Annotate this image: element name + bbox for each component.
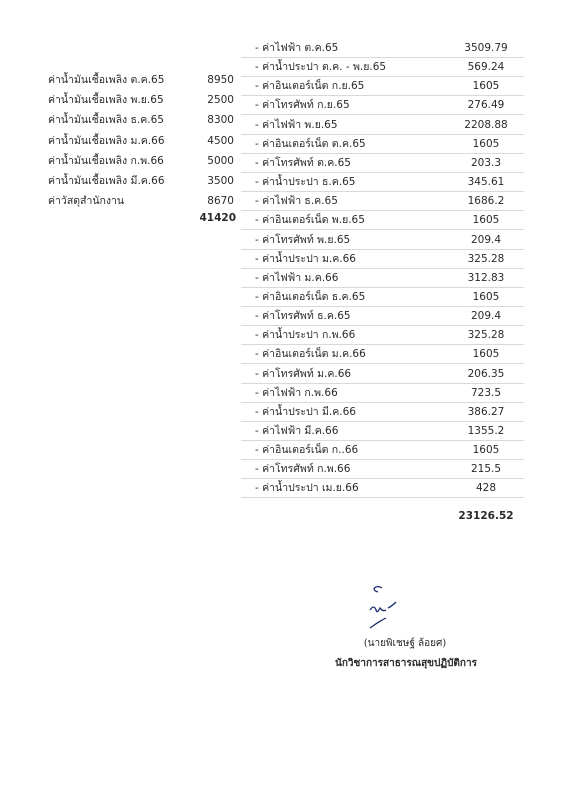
utility-expense-label: - ค่าอินเตอร์เน็ต ต.ค.65 (255, 137, 366, 150)
utility-expense-value: 1605 (472, 444, 500, 457)
row-separator (241, 95, 524, 96)
utility-expense-value: 203.3 (470, 156, 502, 169)
utility-expense-label: - ค่าไฟฟ้า ต.ค.65 (255, 42, 339, 54)
fuel-expense-value: 4500 (207, 134, 234, 147)
row-separator (241, 191, 524, 192)
utility-expense-value: 569.24 (467, 61, 505, 74)
utility-expense-value: 276.49 (467, 99, 505, 112)
row-separator (241, 249, 524, 250)
utility-expense-label: - ค่าอินเตอร์เน็ต ก..66 (255, 444, 359, 457)
row-separator (241, 210, 524, 211)
utility-expense-label: - ค่าอินเตอร์เน็ต ม.ค.66 (255, 348, 366, 361)
utility-expense-total: 23126.52 (458, 510, 514, 522)
utility-expense-value: 386.27 (467, 405, 505, 418)
fuel-expense-label: ค่าน้ำมันเชื้อเพลิง มี.ค.66 (48, 175, 165, 187)
utility-expense-label: - ค่าไฟฟ้า ก.พ.66 (255, 386, 338, 399)
fuel-expense-label: ค่าน้ำมันเชื้อเพลิง พ.ย.65 (48, 94, 164, 107)
utility-expense-value: 1686.2 (467, 195, 505, 208)
utility-expense-label: - ค่าน้ำประปา ม.ค.66 (255, 252, 356, 265)
row-separator (241, 229, 524, 230)
utility-expense-label: - ค่าน้ำประปา ธ.ค.65 (255, 176, 356, 189)
utility-expense-label: - ค่าโทรศัพท์ ก.ย.65 (255, 99, 350, 112)
fuel-expense-total: 41420 (199, 212, 236, 224)
signer-name: (นายพิเชษฐ์ ล้อยศ) (363, 638, 447, 649)
utility-expense-value: 1605 (472, 137, 500, 150)
row-separator (241, 459, 524, 460)
utility-expense-value: 345.61 (467, 176, 505, 189)
fuel-expense-label: ค่าน้ำมันเชื้อเพลิง ก.พ.66 (48, 154, 164, 167)
fuel-expense-value: 5000 (207, 154, 234, 167)
utility-expense-label: - ค่าโทรศัพท์ ธ.ค.65 (255, 310, 351, 323)
utility-expense-label: - ค่าน้ำประปา มี.ค.66 (255, 405, 356, 418)
utility-expense-label: - ค่าโทรศัพท์ ม.ค.66 (255, 367, 352, 380)
signer-title: นักวิชาการสาธารณสุขปฏิบัติการ (335, 658, 477, 669)
row-separator (241, 325, 524, 326)
row-separator (241, 268, 524, 269)
utility-expense-label: - ค่าอินเตอร์เน็ต ธ.ค.65 (255, 290, 366, 303)
utility-expense-value: 1605 (472, 214, 500, 227)
utility-expense-label: - ค่าโทรศัพท์ ก.พ.66 (255, 463, 351, 476)
row-separator (241, 421, 524, 422)
row-separator (241, 134, 524, 135)
row-separator (241, 114, 524, 115)
row-separator (241, 497, 524, 498)
utility-expense-label: - ค่าอินเตอร์เน็ต ก.ย.65 (255, 80, 365, 93)
handwritten-signature (330, 580, 430, 640)
row-separator (241, 383, 524, 384)
fuel-expense-value: 8670 (207, 195, 234, 208)
utility-expense-label: - ค่าไฟฟ้า ม.ค.66 (255, 271, 339, 284)
utility-expense-value: 325.28 (467, 329, 505, 342)
utility-expense-value: 428 (475, 482, 497, 495)
row-separator (241, 402, 524, 403)
utility-expense-value: 209.4 (470, 310, 502, 323)
utility-expense-label: - ค่าอินเตอร์เน็ต พ.ย.65 (255, 214, 365, 227)
row-separator (241, 363, 524, 364)
utility-expense-value: 325.28 (467, 252, 505, 265)
row-separator (241, 440, 524, 441)
row-separator (241, 478, 524, 479)
utility-expense-label: - ค่าน้ำประปา ต.ค. - พ.ย.65 (255, 61, 387, 74)
row-separator (241, 153, 524, 154)
fuel-expense-value: 2500 (207, 94, 234, 107)
row-separator (241, 172, 524, 173)
row-separator (241, 306, 524, 307)
utility-expense-label: - ค่าไฟฟ้า พ.ย.65 (255, 118, 338, 131)
utility-expense-label: - ค่าน้ำประปา ก.พ.66 (255, 329, 356, 342)
utility-expense-value: 206.35 (467, 367, 505, 380)
utility-expense-value: 1355.2 (467, 425, 505, 437)
fuel-expense-label: ค่าน้ำมันเชื้อเพลิง ม.ค.66 (48, 134, 165, 147)
fuel-expense-value: 3500 (207, 175, 234, 187)
utility-expense-label: - ค่าน้ำประปา เม.ย.66 (255, 482, 359, 495)
fuel-expense-label: ค่าน้ำมันเชื้อเพลิง ธ.ค.65 (48, 114, 164, 127)
utility-expense-value: 3509.79 (464, 42, 508, 54)
utility-expense-value: 215.5 (470, 463, 502, 476)
row-separator (241, 344, 524, 345)
utility-expense-value: 723.5 (470, 386, 502, 399)
utility-expense-value: 209.4 (470, 233, 502, 246)
row-separator (241, 76, 524, 77)
fuel-expense-label: ค่าวัสดุสำนักงาน (48, 195, 125, 208)
utility-expense-label: - ค่าไฟฟ้า ธ.ค.65 (255, 195, 338, 208)
utility-expense-label: - ค่าไฟฟ้า มี.ค.66 (255, 425, 339, 437)
utility-expense-value: 312.83 (467, 271, 505, 284)
fuel-expense-label: ค่าน้ำมันเชื้อเพลิง ต.ค.65 (48, 74, 165, 86)
utility-expense-value: 1605 (472, 348, 500, 361)
utility-expense-value: 2208.88 (464, 118, 508, 131)
fuel-expense-value: 8950 (207, 74, 234, 86)
utility-expense-label: - ค่าโทรศัพท์ พ.ย.65 (255, 233, 351, 246)
fuel-expense-value: 8300 (207, 114, 234, 127)
row-separator (241, 57, 524, 58)
utility-expense-value: 1605 (472, 290, 500, 303)
row-separator (241, 287, 524, 288)
utility-expense-label: - ค่าโทรศัพท์ ต.ค.65 (255, 156, 351, 169)
utility-expense-value: 1605 (472, 80, 500, 93)
